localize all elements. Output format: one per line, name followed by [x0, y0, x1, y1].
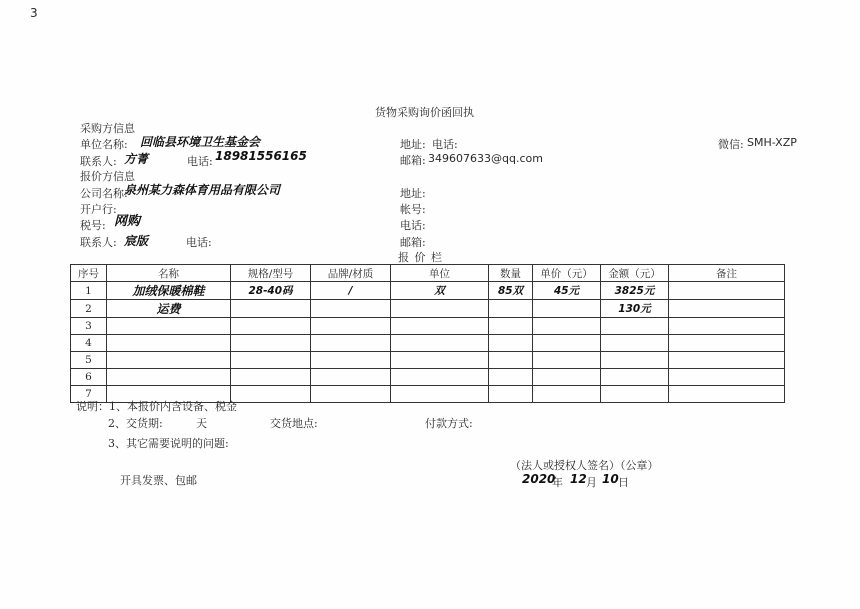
buyer-contact-value: 方菁 — [124, 152, 149, 166]
header-quantity: 数量 — [489, 265, 533, 282]
cell-unit-price — [533, 318, 601, 335]
note-3: 3、其它需要说明的问题: — [108, 437, 229, 450]
date-month-label: 月 — [586, 476, 597, 489]
quoter-company-value: 泉州某力森体育用品有限公司 — [124, 183, 281, 197]
cell-amount: 3825元 — [601, 282, 669, 300]
quoter-address-label: 地址: — [400, 187, 426, 200]
quoter-contact-label: 联系人: — [80, 236, 117, 249]
buyer-section-label: 采购方信息 — [80, 122, 135, 135]
cell-quantity — [489, 369, 533, 386]
cell-amount — [601, 335, 669, 352]
date-day-label: 日 — [618, 476, 629, 489]
cell-unit — [391, 300, 489, 318]
quoter-bank-label: 开户行: — [80, 203, 117, 216]
cell-unit-price — [533, 335, 601, 352]
cell-spec — [231, 300, 311, 318]
cell-unit-price: 45元 — [533, 282, 601, 300]
header-index: 序号 — [71, 265, 107, 282]
cell-index: 1 — [71, 282, 107, 300]
table-row — [71, 282, 785, 300]
cell-remark — [669, 386, 785, 403]
header-name: 名称 — [107, 265, 231, 282]
cell-index: 2 — [71, 300, 107, 318]
buyer-wechat-value: SMH-XZP — [747, 136, 797, 149]
cell-brand — [311, 352, 391, 369]
cell-unit — [391, 318, 489, 335]
signature-label: （法人或授权人签名）（公章） — [510, 459, 659, 472]
cell-name — [107, 352, 231, 369]
header-unit-price: 单价（元） — [533, 265, 601, 282]
cell-spec — [231, 318, 311, 335]
cell-quantity — [489, 386, 533, 403]
cell-index: 7 — [71, 386, 107, 403]
quoter-tax-label: 税号: — [80, 219, 106, 232]
buyer-address-label: 地址: — [400, 138, 426, 151]
cell-brand — [311, 300, 391, 318]
note-invoice: 开具发票、包邮 — [120, 474, 197, 487]
header-remark: 备注 — [669, 265, 785, 282]
cell-amount — [601, 318, 669, 335]
cell-remark — [669, 352, 785, 369]
note-payment: 付款方式: — [425, 417, 473, 430]
buyer-unit-label: 单位名称: — [80, 138, 128, 151]
table-header-row — [71, 265, 785, 282]
buyer-phone-value: 18981556165 — [215, 149, 307, 163]
cell-quantity — [489, 352, 533, 369]
cell-remark — [669, 318, 785, 335]
cell-index: 4 — [71, 335, 107, 352]
table-row — [71, 318, 785, 335]
cell-amount — [601, 386, 669, 403]
note-days: 天 — [196, 417, 207, 430]
note-place: 交货地点: — [270, 417, 318, 430]
cell-spec — [231, 335, 311, 352]
table-row — [71, 352, 785, 369]
buyer-contact-label: 联系人: — [80, 155, 117, 168]
cell-quantity — [489, 318, 533, 335]
cell-name: 加绒保暖棉鞋 — [107, 282, 231, 300]
date-month-value: 12 — [570, 472, 587, 486]
page-title: 货物采购询价函回执 — [375, 106, 474, 119]
quoter-company-label: 公司名称: — [80, 187, 128, 200]
cell-name — [107, 335, 231, 352]
cell-amount — [601, 369, 669, 386]
cell-spec: 28-40码 — [231, 282, 311, 300]
quoter-phone-label: 电话: — [186, 236, 212, 249]
quoter-email-label: 邮箱: — [400, 236, 426, 249]
quoter-phone2-label: 电话: — [400, 219, 426, 232]
cell-unit — [391, 335, 489, 352]
cell-brand — [311, 335, 391, 352]
buyer-unit-value: 回临县环境卫生基金会 — [140, 135, 261, 149]
buyer-wechat-label: 微信: — [718, 138, 744, 151]
quoter-account-label: 帐号: — [400, 203, 426, 216]
buyer-address-phone-label: 电话: — [432, 138, 458, 151]
cell-unit — [391, 352, 489, 369]
date-day-value: 10 — [602, 472, 619, 486]
quoter-tax-value: 网购 — [114, 214, 141, 229]
cell-unit-price — [533, 352, 601, 369]
cell-remark — [669, 282, 785, 300]
header-amount: 金额（元） — [601, 265, 669, 282]
cell-amount: 130元 — [601, 300, 669, 318]
cell-spec — [231, 369, 311, 386]
table-row — [71, 335, 785, 352]
date-year-label: 年 — [552, 476, 563, 489]
cell-name — [107, 318, 231, 335]
cell-brand — [311, 318, 391, 335]
cell-brand: / — [311, 282, 391, 300]
date-year-value: 2020 — [522, 472, 556, 486]
quoter-contact-value: 宸版 — [124, 234, 149, 248]
cell-amount — [601, 352, 669, 369]
cell-index: 6 — [71, 369, 107, 386]
quote-section-title: 报 价 栏 — [398, 251, 443, 264]
note-1: 说明：1、本报价内含设备、税金 — [76, 400, 237, 413]
page-number: 3 — [30, 6, 38, 20]
buyer-email-value: 349607633@qq.com — [428, 152, 543, 165]
cell-unit — [391, 369, 489, 386]
cell-brand — [311, 386, 391, 403]
cell-unit: 双 — [391, 282, 489, 300]
cell-unit-price — [533, 386, 601, 403]
cell-name — [107, 369, 231, 386]
cell-remark — [669, 335, 785, 352]
cell-unit-price — [533, 369, 601, 386]
cell-unit-price — [533, 300, 601, 318]
cell-name: 运费 — [107, 300, 231, 318]
cell-quantity — [489, 335, 533, 352]
cell-remark — [669, 300, 785, 318]
cell-spec — [231, 352, 311, 369]
quotation-table — [70, 264, 785, 403]
cell-brand — [311, 369, 391, 386]
note-2: 2、交货期: — [108, 417, 163, 430]
quoter-section-label: 报价方信息 — [80, 170, 135, 183]
cell-index: 5 — [71, 352, 107, 369]
cell-remark — [669, 369, 785, 386]
table-row — [71, 369, 785, 386]
header-spec: 规格/型号 — [231, 265, 311, 282]
cell-unit — [391, 386, 489, 403]
header-brand: 品牌/材质 — [311, 265, 391, 282]
cell-index: 3 — [71, 318, 107, 335]
table-row — [71, 300, 785, 318]
cell-quantity: 85双 — [489, 282, 533, 300]
buyer-email-label: 邮箱: — [400, 154, 426, 167]
header-unit: 单位 — [391, 265, 489, 282]
buyer-phone-label: 电话: — [187, 155, 213, 168]
cell-quantity — [489, 300, 533, 318]
cell-spec — [231, 386, 311, 403]
